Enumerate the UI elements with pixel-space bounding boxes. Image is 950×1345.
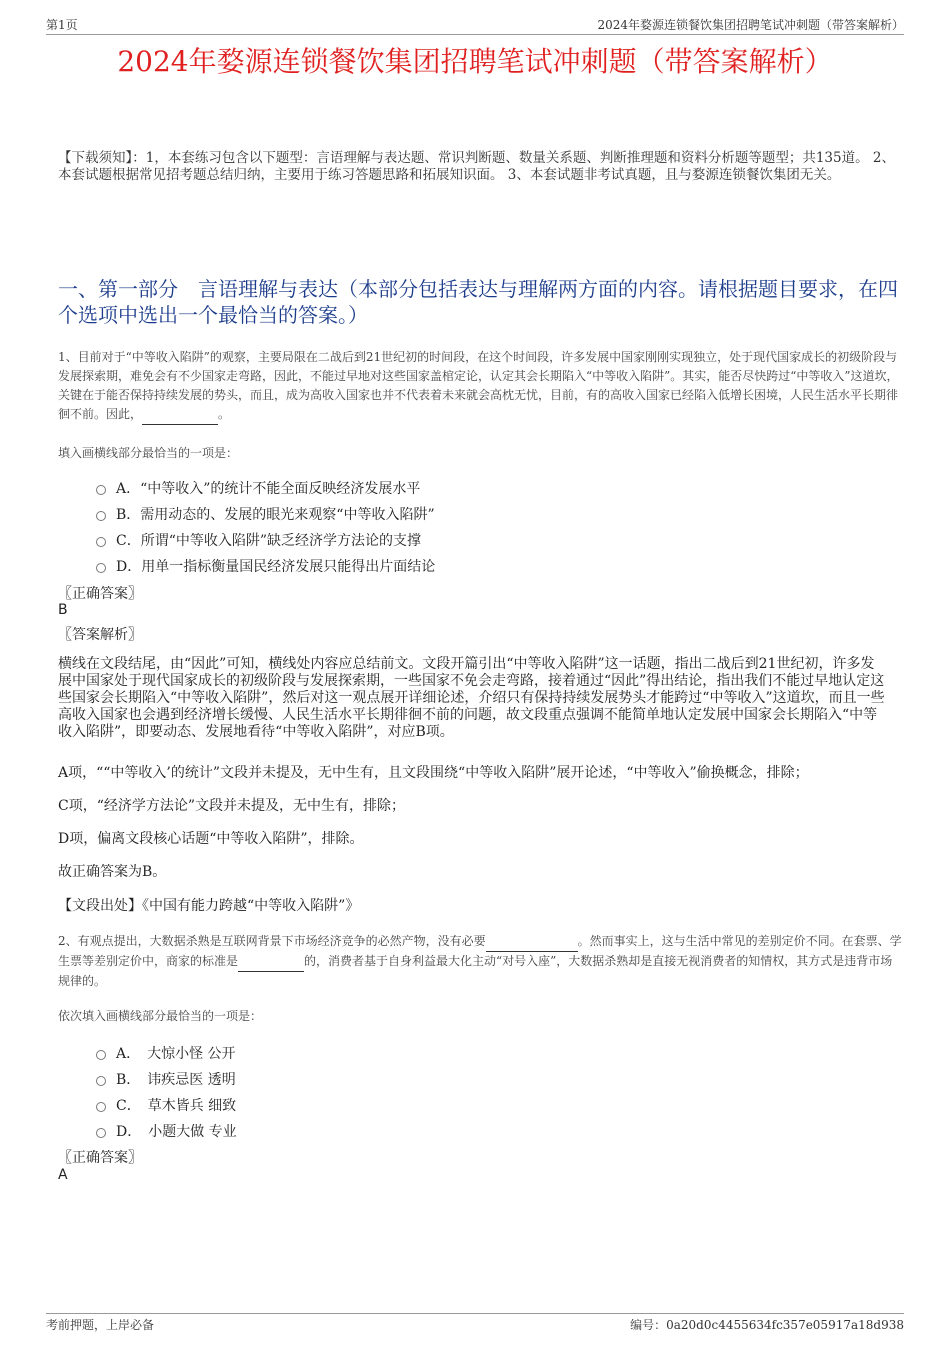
radio-icon[interactable] <box>96 537 106 547</box>
header-doc-title: 2024年婺源连锁餐饮集团招聘笔试冲刺题（带答案解析） <box>597 18 904 32</box>
q2-option-a[interactable]: A． 大惊小怪 公开 <box>96 1043 236 1063</box>
q1-source: 【文段出处】《中国有能力跨越“中等收入陷阱”》 <box>58 898 360 914</box>
radio-icon[interactable] <box>96 511 106 521</box>
radio-icon[interactable] <box>96 563 106 573</box>
question-2-text: 2、有观点提出，大数据杀熟是互联网背景下市场经济竞争的必然产物，没有必要 。然而事实上，这与生活中常见的差别定价不同。在套票、学生票等差别定价中，商家的标准是 的，消费者基于自身利益最大化主动“对号入座”，大数据杀熟却是直接无视消费者的知情权，其方式是违背市场规律的。 <box>58 934 902 988</box>
q2-option-c[interactable]: C． 草木皆兵 细致 <box>96 1095 236 1115</box>
radio-icon[interactable] <box>96 1102 106 1112</box>
radio-icon[interactable] <box>96 1128 106 1138</box>
radio-icon[interactable] <box>96 485 106 495</box>
q1-analysis-label: 〖答案解析〗 <box>58 627 142 643</box>
q1-option-c[interactable]: C．所谓“中等收入陷阱”缺乏经济学方法论的支撑 <box>96 530 421 550</box>
document-title: 2024年婺源连锁餐饮集团招聘笔试冲刺题（带答案解析） <box>117 45 833 78</box>
page-header <box>46 14 904 35</box>
answer-blank <box>142 405 218 425</box>
q1-analysis-d: D项，偏离文段核心话题“中等收入陷阱”，排除。 <box>58 831 364 847</box>
q2-option-b[interactable]: B． 讳疾忌医 透明 <box>96 1069 236 1089</box>
q2-answer-label: 〖正确答案〗 <box>58 1150 142 1166</box>
q1-answer: B <box>58 602 68 618</box>
page-footer <box>46 1313 904 1334</box>
radio-icon[interactable] <box>96 1050 106 1060</box>
section-heading: 一、第一部分 言语理解与表达（本部分包括表达与理解两方面的内容。请根据题目要求，在四个选项中选出一个最恰当的答案。） <box>58 277 898 327</box>
footer-doc-id: 编号：0a20d0c4455634fc357e05917a18d938 <box>630 1318 904 1332</box>
q1-analysis-c: C项，“经济学方法论”文段并未提及，无中生有，排除； <box>58 798 406 814</box>
question-1-prompt: 填入画横线部分最恰当的一项是： <box>58 446 239 460</box>
question-1-text: 1、目前对于“中等收入陷阱”的观察，主要局限在二战后到21世纪初的时间段，在这个时间段，许多发展中国家刚刚实现独立，处于现代国家成长的初级阶段与发展探索期，难免会有不少国家走弯路，因此，不能过早地对这些国家盖棺定论，认定其会长期陷入“中等收入陷阱”。其实，能否尽快跨过“中等收入”这道坎，关键在于能否保持持续发展的势头，而且，成为高收入国家也并不代表着未来就会高枕无忧，目前，有的高收入国家已经陷入低增长困境，人民生活水平长期徘徊不前。因此， 。 <box>58 348 904 425</box>
q1-option-b[interactable]: B．需用动态的、发展的眼光来观察“中等收入陷阱” <box>96 504 435 524</box>
q1-answer-label: 〖正确答案〗 <box>58 586 142 602</box>
q1-analysis-main: 横线在文段结尾，由“因此”可知，横线处内容应总结前文。文段开篇引出“中等收入陷阱”这一话题，指出二战后到21世纪初，许多发展中国家处于现代国家成长的初级阶段与发展探索期，一些国家不免会走弯路，接着通过“因此”得出结论，指出我们不能过早地认定这些国家会长期陷入“中等收入陷阱”，然后对这一观点展开详细论述，介绍只有保持持续发展势头才能跨过“中等收入”这道坎，而且一些高收入国家也会遇到经济增长缓慢、人民生活水平长期徘徊不前的问题，故文段重点强调不能简单地认定发展中国家会长期陷入“中等收入陷阱”，即要动态、发展地看待“中等收入陷阱”，对应B项。 <box>58 656 885 740</box>
answer-blank-2 <box>238 952 304 972</box>
footer-slogan: 考前押题，上岸必备 <box>46 1318 155 1332</box>
q1-analysis-a: A项，““中等收入’的统计”文段并未提及，无中生有，且文段围绕“中等收入陷阱”展开论述，“中等收入”偷换概念，排除； <box>58 765 809 781</box>
download-notice: 【下载须知】：1，本套练习包含以下题型：言语理解与表达题、常识判断题、数量关系题、判断推理题和资料分析题等题型；共135道。 2、本套试题根据常见招考题总结归纳，主要用于练习答题思路和拓展知识面。 3、本套试题非考试真题，且与婺源连锁餐饮集团无关。 <box>58 150 895 183</box>
q2-answer: A <box>58 1167 68 1183</box>
q1-option-d[interactable]: D．用单一指标衡量国民经济发展只能得出片面结论 <box>96 556 435 576</box>
question-2-prompt: 依次填入画横线部分最恰当的一项是： <box>58 1009 263 1023</box>
q1-analysis-conclusion: 故正确答案为B。 <box>58 864 167 880</box>
radio-icon[interactable] <box>96 1076 106 1086</box>
q1-option-a[interactable]: A．“中等收入”的统计不能全面反映经济发展水平 <box>96 478 420 498</box>
page-number: 第1页 <box>46 18 78 32</box>
answer-blank-1 <box>486 932 578 952</box>
q2-option-d[interactable]: D． 小题大做 专业 <box>96 1121 237 1141</box>
